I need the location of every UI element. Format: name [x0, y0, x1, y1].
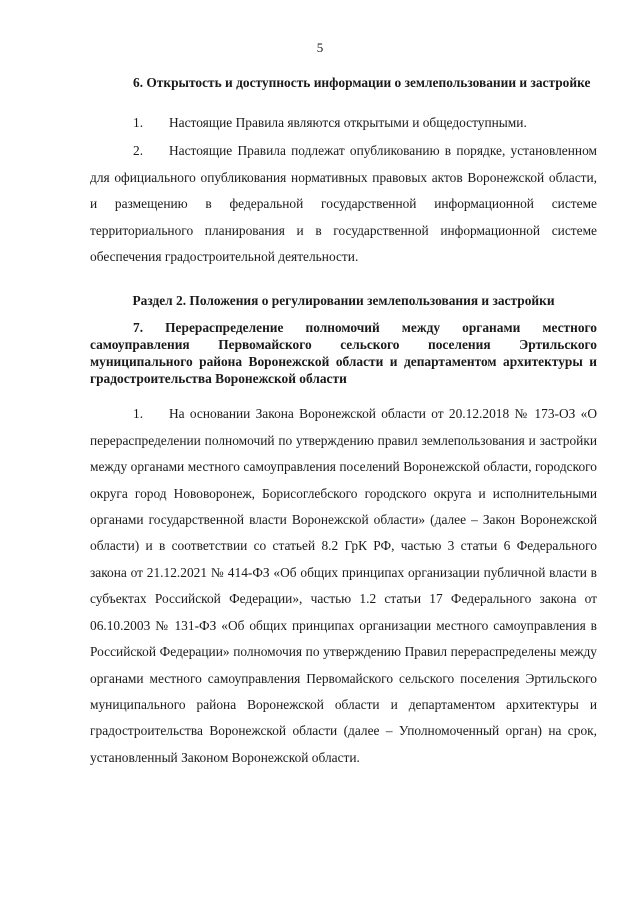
item-text: Настоящие Правила являются открытыми и общедоступными.: [169, 115, 527, 130]
article-6-item-2: [90, 138, 597, 270]
item-number: 1.: [133, 115, 144, 130]
article-7-heading: 7. Перераспределение полномочий между органами местного самоуправления Первомайского сельского поселения Эртильского муниципального района Воронежской области и департаментом архитектуры и градостроительства Воронежской области: [90, 320, 597, 387]
article-6-heading: 6. Открытость и доступность информации о землепользовании и застройке: [133, 75, 591, 90]
article-6-item-1: [90, 110, 597, 136]
section-2-title: Раздел 2. Положения о регулировании землепользования и застройки: [132, 293, 555, 309]
article-7-item-1: [90, 401, 597, 771]
page-number: 5: [316, 40, 324, 55]
item-number: 1.: [133, 406, 144, 422]
item-number: 2.: [133, 143, 144, 159]
page-content: [90, 64, 597, 771]
item-text: Настоящие Правила подлежат опубликованию в порядке, установленном для официального опубликования нормативных правовых актов Воронежской области, и размещению в федеральной государственной информационной системе территориального планирования и в государственной информационной системе обеспечения градостроительной деятельности.: [90, 143, 597, 265]
item-text: На основании Закона Воронежской области от 20.12.2018 № 173-ОЗ «О перераспределении полномочий по утверждению правил землепользования и застройки между органами местного самоуправления поселений Воронежской области, городского округа город Нововоронеж, Борисоглебского городского округа и исполнительными органами государственной власти Воронежской области» (далее – Закон Воронежской области) и в соответствии со статьей 8.2 ГрК РФ, частью 3 статьи 6 Федерального закона от 21.12.2021 № 414-ФЗ «Об общих принципах организации публичной власти в субъектах Российской Федерации», частью 1.2 статьи 17 Федерального закона от 06.10.2003 № 131-ФЗ «Об общих принципах организации местного самоуправления в Российской Федерации» полномочия по утверждению Правил перераспределены между органами местного самоуправления Первомайского сельского поселения Эртильского муниципального района Воронежской области и департаментом архитектуры и градостроительства Воронежской области (далее – Уполномоченный орган) на срок, установленный Законом Воронежской области.: [90, 406, 597, 765]
